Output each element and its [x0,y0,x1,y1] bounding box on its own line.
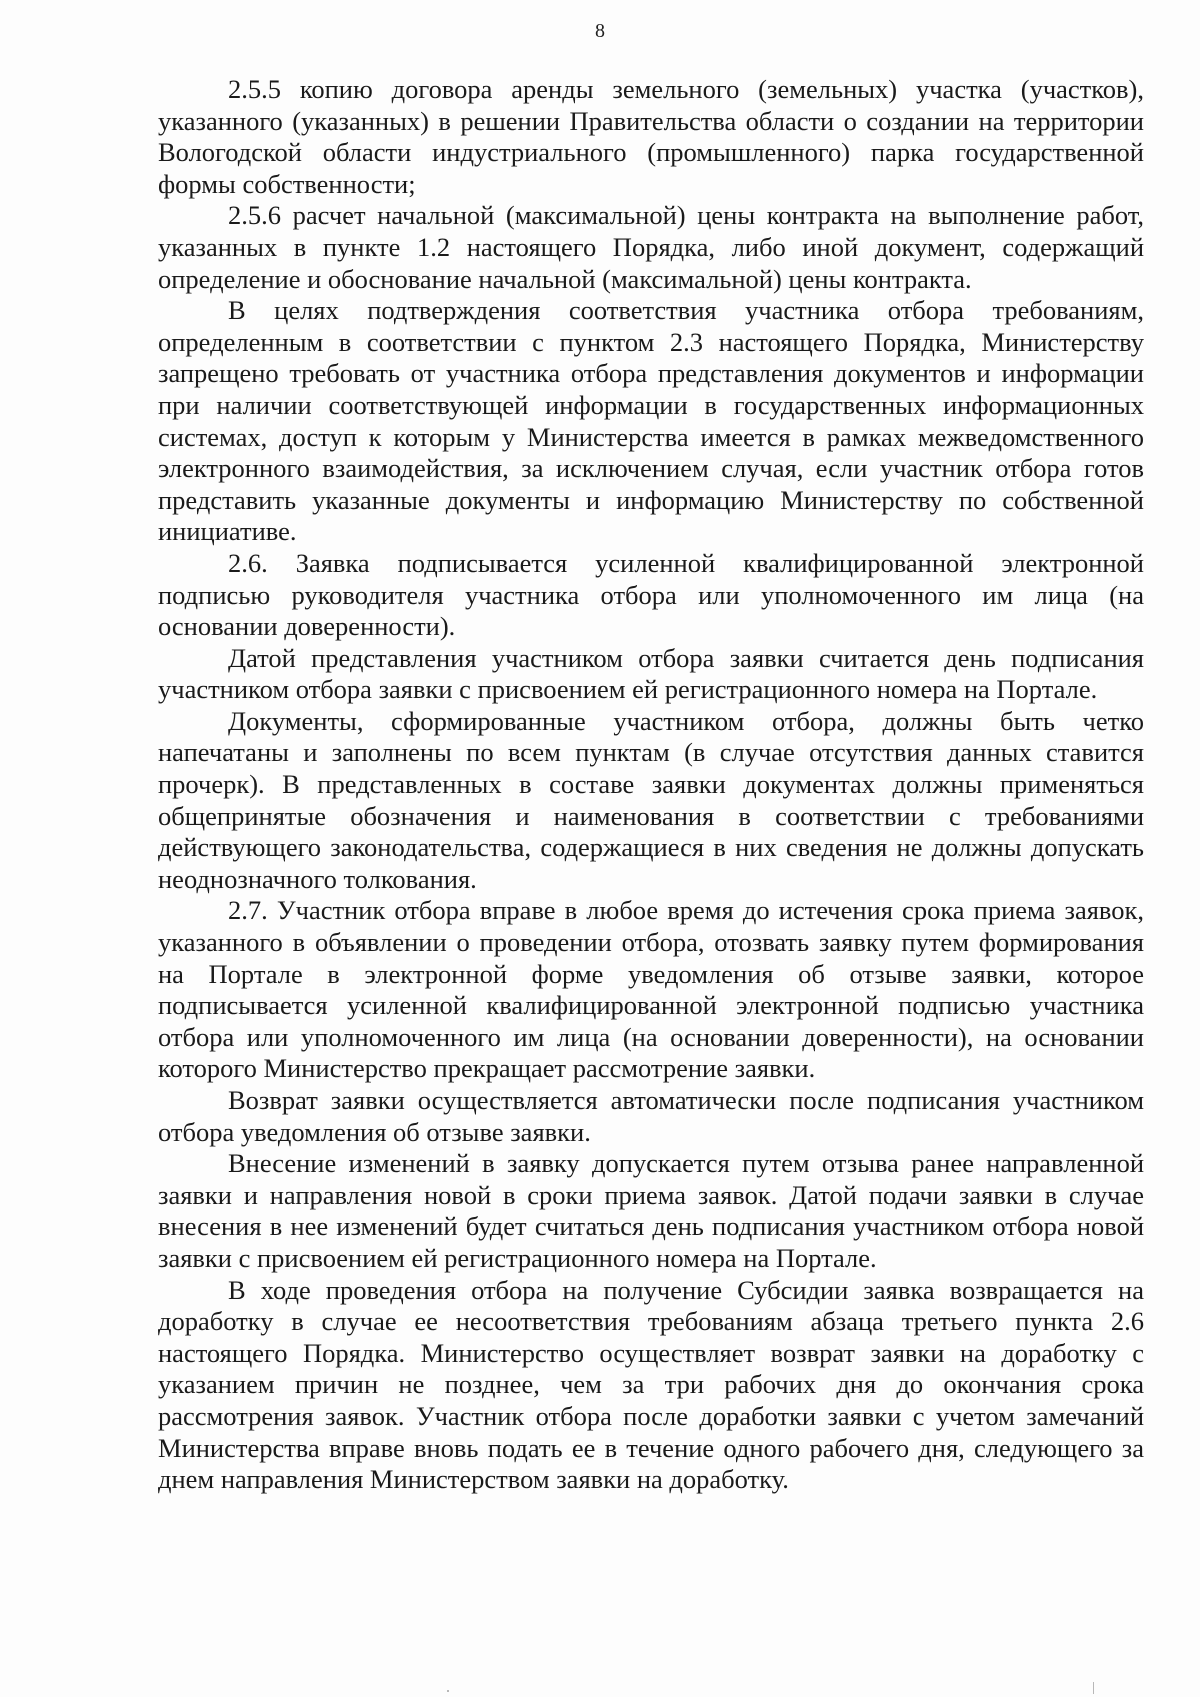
paragraph-submission-date: Датой представления участником отбора заявки считается день подписания участником отбора заявки с присвоением ей регистрационного номера на Портале. [158,642,1144,705]
paragraph-requirements-confirmation: В целях подтверждения соответствия участника отбора требованиям, определенным в соответствии с пунктом 2.3 настоящего Порядка, Министерству запрещено требовать от участника отбора представления документов и информации при наличии соответствующей информации в государственных информационных системах, доступ к которым у Министерства имеется в рамках межведомственного электронного взаимодействия, за исключением случая, если участник отбора готов представить указанные документы и информацию Министерству по собственной инициативе. [158,295,1144,547]
document-body [158,74,1144,1496]
paragraph-2-5-6: 2.5.6 расчет начальной (максимальной) цены контракта на выполнение работ, указанных в пункте 1.2 настоящего Порядка, либо иной документ, содержащий определение и обоснование начальной (максимальной) цены контракта. [158,200,1144,294]
paragraph-2-7: 2.7. Участник отбора вправе в любое время до истечения срока приема заявок, указанного в объявлении о проведении отбора, отозвать заявку путем формирования на Портале в электронной форме уведомления об отзыве заявки, которое подписывается усиленной квалифицированной электронной подписью участника отбора или уполномоченного им лица (на основании доверенности), на основании которого Министерство прекращает рассмотрение заявки. [158,895,1144,1084]
paragraph-application-return: Возврат заявки осуществляется автоматически после подписания участником отбора уведомления об отзыве заявки. [158,1085,1144,1147]
paragraph-revision-return: В ходе проведения отбора на получение Субсидии заявка возвращается на доработку в случае ее несоответствия требованиям абзаца третьего пункта 2.6 настоящего Порядка. Министерство осуществляет возврат заявки на доработку с указанием причин не позднее, чем за три рабочих дня до окончания срока рассмотрения заявок. Участник отбора после доработки заявки с учетом замечаний Министерства вправе вновь подать ее в течение одного рабочего дня, следующего за днем направления Министерством заявки на доработку. [158,1274,1144,1495]
paragraph-application-changes: Внесение изменений в заявку допускается путем отзыва ранее направленной заявки и направления новой в сроки приема заявок. Датой подачи заявки в случае внесения в нее изменений будет считаться день подписания участником отбора новой заявки с присвоением ей регистрационного номера на Портале. [158,1148,1144,1273]
page-number: 8 [595,20,605,42]
paragraph-documents-requirements: Документы, сформированные участником отбора, должны быть четко напечатаны и заполнены по всем пунктам (в случае отсутствия данных ставится прочерк). В представленных в составе заявки документах должны применяться общепринятые обозначения и наименования в соответствии с требованиями действующего законодательства, содержащиеся в них сведения не должны допускать неоднозначного толкования. [158,705,1144,894]
paragraph-2-6: 2.6. Заявка подписывается усиленной квалифицированной электронной подписью руководителя участника отбора или уполномоченного им лица (на основании доверенности). [158,547,1144,642]
paragraph-2-5-5: 2.5.5 копию договора аренды земельного (земельных) участка (участков), указанного (указанных) в решении Правительства области о создании на территории Вологодской области индустриального (промышленного) парка государственной формы собственности; [158,74,1144,199]
scan-artifact-dot [447,1690,449,1692]
scan-artifact-line [1093,1682,1094,1694]
